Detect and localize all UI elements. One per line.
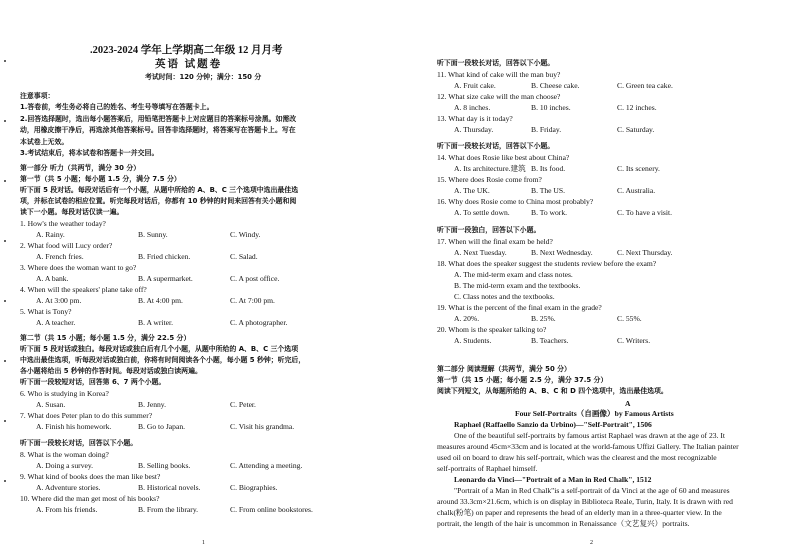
section2-heading: 第二节（共 15 小题；每小题 1.5 分，满分 22.5 分）	[20, 334, 191, 342]
option-a: A. Doing a survey.	[36, 461, 94, 470]
passage-line: chalk(粉笔) on paper and represents the head of an elderly man in a three-quarter view. In the	[437, 508, 722, 517]
option-b: B. 25%.	[531, 314, 556, 323]
option-a: A. Susan.	[36, 400, 66, 409]
question: 13. What day is it today?	[437, 114, 513, 123]
option-c: C. Class notes and the textbooks.	[454, 292, 555, 301]
option-b: B. Jenny.	[138, 400, 166, 409]
passage-line: used oil on board to draw his self-portrait, which was the clearest and the most recognizable	[437, 453, 717, 462]
option-b: B. Teachers.	[531, 336, 569, 345]
option-c: C. Its scenery.	[617, 164, 660, 173]
option-c: C. Visit his grandma.	[230, 422, 295, 431]
option-b: B. At 4:00 pm.	[138, 296, 183, 305]
option-c: C. A photographer.	[230, 318, 288, 327]
option-a: A. Adventure stories.	[36, 483, 101, 492]
option-c: C. From online bookstores.	[230, 505, 313, 514]
option-c: C. Writers.	[617, 336, 651, 345]
option-b: B. Cheese cake.	[531, 81, 580, 90]
option-c: C. Biographies.	[230, 483, 278, 492]
note-line: 2.回答选择题时，选出每小题答案后，用铅笔把答题卡上对应题目的答案标号涂黑。如需改	[20, 115, 297, 123]
question: 7. What does Peter plan to do this summer?	[20, 411, 153, 420]
option-c: C. Green tea cake.	[617, 81, 673, 90]
option-a: A. The mid-term exam and class notes.	[454, 270, 573, 279]
question: 2. What food will Lucy order?	[20, 241, 113, 250]
option-a: A. Next Tuesday.	[454, 248, 507, 257]
note-line: 3.考试结束后，将本试卷和答题卡一并交回。	[20, 149, 159, 157]
section2-instruction: 各小题将给出 5 秒钟的作答时间。每段对话或独白读两遍。	[20, 367, 202, 375]
question: 11. What kind of cake will the man buy?	[437, 70, 561, 79]
note-line: 1.答卷前，考生务必将自己的姓名、考生号等填写在答题卡上。	[20, 103, 214, 111]
question: 8. What is the woman doing?	[20, 450, 109, 459]
question: 6. Who is studying in Korea?	[20, 389, 109, 398]
option-c: C. Attending a meeting.	[230, 461, 303, 470]
option-a: A. French fries.	[36, 252, 84, 261]
option-a: A. A teacher.	[36, 318, 76, 327]
option-b: B. Sunny.	[138, 230, 168, 239]
notes-heading: 注意事项：	[20, 92, 55, 100]
section1-instruction: 听下面 5 段对话。每段对话后有一个小题，从题中所给的 A、B、C 三个选项中选出最佳选	[20, 186, 299, 194]
option-c: C. Australia.	[617, 186, 656, 195]
option-b: B. From the library.	[138, 505, 199, 514]
option-a: A. A bank.	[36, 274, 69, 283]
option-b: B. 10 inches.	[531, 103, 571, 112]
question: 15. Where does Rosie come from?	[437, 175, 542, 184]
exam-subtitle: 英语 试题卷	[155, 59, 223, 70]
question: 18. What does the speaker suggest the students review before the exam?	[437, 259, 657, 268]
dialogue-intro: 听下面一段较短对话，回答第 6、7 两个小题。	[20, 378, 166, 386]
passage-line: self-portraits of Raphael himself.	[437, 464, 538, 473]
passage-line: measures around 45cm×33cm and is located at the world-famous Uffizi Gallery. The Italian painter	[437, 442, 739, 451]
question: 5. What is Tony?	[20, 307, 72, 316]
question: 3. Where does the woman want to go?	[20, 263, 137, 272]
exam-title: .2023-2024 学年上学期高二年级 12 月月考	[90, 45, 283, 56]
option-b: B. Friday.	[531, 125, 562, 134]
option-b: B. Go to Japan.	[138, 422, 186, 431]
right-page	[397, 0, 794, 559]
question: 10. Where did the man get most of his books?	[20, 494, 160, 503]
question: 1. How's the weather today?	[20, 219, 106, 228]
question: 20. Whom is the speaker talking to?	[437, 325, 547, 334]
option-a: A. Thursday.	[454, 125, 494, 134]
part2-instructions: 阅读下列短文，从每题所给的 A、B、C 和 D 四个选项中，选出最佳选项。	[437, 387, 668, 395]
option-a: A. 20%.	[454, 314, 480, 323]
passage-label: A	[625, 399, 631, 408]
option-a: A. Finish his homework.	[36, 422, 112, 431]
page-number: 2	[590, 540, 593, 546]
leonardo-heading: Leonardo da Vinci—"Portrait of a Man in Red Chalk", 1512	[454, 475, 652, 484]
option-a: A. 8 inches.	[454, 103, 491, 112]
dialogue-intro: 听下面一段较长对话，回答以下小题。	[437, 59, 555, 67]
passage-title: Four Self-Portraits（自画像）by Famous Artists	[515, 409, 674, 418]
option-c: C. A post office.	[230, 274, 280, 283]
option-c: C. Peter.	[230, 400, 256, 409]
section1-heading: 第一节（共 5 小题；每小题 1.5 分，满分 7.5 分）	[20, 175, 181, 183]
part2-section-heading: 第一节（共 15 小题；每小题 2.5 分，满分 37.5 分）	[437, 376, 608, 384]
option-c: C. Next Thursday.	[617, 248, 673, 257]
passage-line: "Portrait of a Man in Red Chalk"is a self-portrait of da Vinci at the age of 60 and measures	[454, 486, 730, 495]
option-b: B. Next Wednesday.	[531, 248, 593, 257]
binding-margin	[4, 60, 12, 500]
note-line: 本试卷上无效。	[20, 138, 69, 146]
raphael-heading: Raphael (Raffaello Sanzio da Urbino)—"Self-Portrait", 1506	[454, 420, 652, 429]
passage-line: around 33.3cm×21.6cm, which is on display in Biblioteca Reale, Turin, Italy. It is drawn with red	[437, 497, 733, 506]
question: 9. What kind of books does the man like best?	[20, 472, 161, 481]
option-c: C. Salad.	[230, 252, 258, 261]
question: 17. When will the final exam be held?	[437, 237, 553, 246]
option-b: B. The mid-term exam and the textbooks.	[454, 281, 581, 290]
question: 14. What does Rosie like best about China?	[437, 153, 570, 162]
option-c: C. To have a visit.	[617, 208, 673, 217]
part2-heading: 第二部分 阅读理解（共两节，满分 50 分）	[437, 365, 571, 373]
option-a: A. At 3:00 pm.	[36, 296, 82, 305]
option-b: B. Historical novels.	[138, 483, 201, 492]
exam-info: 考试时间：120 分钟；满分：150 分	[145, 73, 262, 81]
option-b: B. To work.	[531, 208, 568, 217]
option-a: A. Students.	[454, 336, 492, 345]
part1-heading: 第一部分 听力（共两节，满分 30 分）	[20, 164, 141, 172]
option-b: B. Its food.	[531, 164, 566, 173]
option-a: A. Rainy.	[36, 230, 65, 239]
section1-instruction: 读下一小题。每段对话仅读一遍。	[20, 208, 124, 216]
option-c: C. Saturday.	[617, 125, 655, 134]
section2-instruction: 听下面 5 段对话或独白。每段对话或独白后有几个小题，从题中所给的 A、B、C 三个选项	[20, 345, 299, 353]
dialogue-intro: 听下面一段较长对话，回答以下小题。	[437, 142, 555, 150]
note-line: 动，用橡皮擦干净后，再选涂其他答案标号。回答非选择题时，将答案写在答题卡上。写在	[20, 126, 296, 134]
option-c: C. 12 inches.	[617, 103, 657, 112]
question: 12. What size cake will the man choose?	[437, 92, 561, 101]
dialogue-intro: 听下面一段较长对话，回答以下小题。	[20, 439, 138, 447]
option-c: C. Windy.	[230, 230, 261, 239]
option-b: B. A supermarket.	[138, 274, 193, 283]
option-a: A. To settle down.	[454, 208, 510, 217]
option-b: B. The US.	[531, 186, 566, 195]
passage-line: portrait, the length of the hair is uncommon in Renaissance（文艺复兴）portraits.	[437, 519, 690, 528]
section1-instruction: 项，并标在试卷的相应位置。听完每段对话后，你都有 10 秒钟的时间来回答有关小题和阅	[20, 197, 297, 205]
option-c: C. At 7:00 pm.	[230, 296, 275, 305]
page-number: 1	[202, 540, 205, 546]
option-b: B. Fried chicken.	[138, 252, 191, 261]
option-a: A. The UK.	[454, 186, 490, 195]
option-a: A. From his friends.	[36, 505, 98, 514]
option-a: A. Its architecture.建筑	[454, 164, 526, 173]
option-b: B. A writer.	[138, 318, 174, 327]
option-b: B. Selling books.	[138, 461, 191, 470]
passage-line: One of the beautiful self-portraits by famous artist Raphael was drawn at the age of 23. It	[454, 431, 725, 440]
section2-instruction: 中选出最佳选项，听每段对话或独白前，你将有时间阅读各个小题，每小题 5 秒钟；听完后，	[20, 356, 306, 364]
question: 16. Why does Rosie come to China most probably?	[437, 197, 594, 206]
question: 4. When will the speakers' plane take off?	[20, 285, 147, 294]
option-a: A. Fruit cake.	[454, 81, 496, 90]
question: 19. What is the percent of the final exam in the grade?	[437, 303, 602, 312]
monologue-intro: 听下面一段独白，回答以下小题。	[437, 226, 541, 234]
option-c: C. 55%.	[617, 314, 642, 323]
